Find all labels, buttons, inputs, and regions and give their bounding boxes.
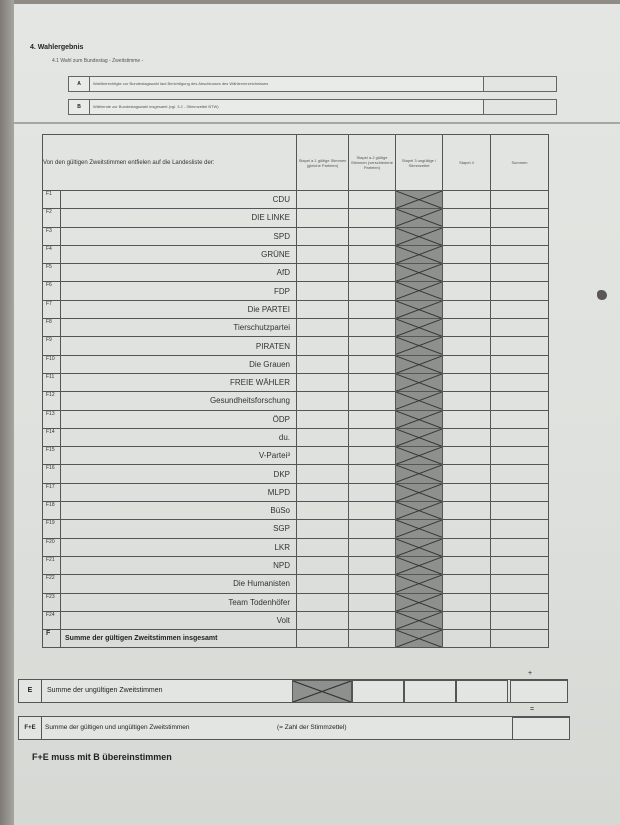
crossed-cell [396, 227, 443, 245]
cell-stapel-a2[interactable] [349, 264, 396, 282]
party-name: PIRATEN [61, 337, 297, 355]
crossed-cell [396, 392, 443, 410]
table-row [43, 245, 549, 263]
table-row [43, 538, 549, 556]
table-lead-header: Von den gültigen Zweitstimmen entfielen auf die Landesliste der: [43, 135, 297, 191]
cell-sum[interactable] [491, 556, 549, 574]
cell-stapel-4[interactable] [443, 337, 491, 355]
cell-stapel-a1[interactable] [297, 447, 349, 465]
party-code: F6 [43, 282, 61, 300]
cell-stapel-a1[interactable] [297, 428, 349, 446]
party-name: SGP [61, 520, 297, 538]
crossed-cell [396, 282, 443, 300]
cell-stapel-a2[interactable] [349, 520, 396, 538]
cell-stapel-a1[interactable] [297, 538, 349, 556]
party-code: F7 [43, 300, 61, 318]
cell-stapel-a2[interactable] [349, 319, 396, 337]
table-row [43, 502, 549, 520]
col-header-3: Stapel 3 ungültige / Stimmzettel [396, 135, 443, 191]
cell-stapel-a2[interactable] [349, 245, 396, 263]
line-b-value-box[interactable] [483, 99, 557, 115]
cell-stapel-a1[interactable] [297, 410, 349, 428]
crossed-cell [396, 575, 443, 593]
sum-row-f [43, 630, 549, 648]
cell-sum[interactable] [491, 502, 549, 520]
party-code: F4 [43, 245, 61, 263]
party-name: du. [61, 428, 297, 446]
cell-sum[interactable] [491, 611, 549, 629]
party-name: AfD [61, 264, 297, 282]
section-subtitle: 4.1 Wahl zum Bundestag - Zweitstimme - [52, 58, 144, 64]
sum-cell-total[interactable] [491, 630, 549, 648]
paper-speck [597, 290, 607, 300]
cell-stapel-a1[interactable] [297, 502, 349, 520]
crossed-cell [396, 373, 443, 391]
table-row [43, 355, 549, 373]
cell-stapel-a2[interactable] [349, 502, 396, 520]
cell-stapel-a1[interactable] [297, 245, 349, 263]
cell-stapel-4[interactable] [443, 502, 491, 520]
cell-stapel-4[interactable] [443, 191, 491, 209]
cell-sum[interactable] [491, 392, 549, 410]
cell-stapel-a1[interactable] [297, 191, 349, 209]
party-code: F16 [43, 465, 61, 483]
party-name: FREIE WÄHLER [61, 373, 297, 391]
party-code: F2 [43, 209, 61, 227]
cell-stapel-a2[interactable] [349, 373, 396, 391]
party-code: F21 [43, 556, 61, 574]
cell-stapel-4[interactable] [443, 465, 491, 483]
cell-stapel-4[interactable] [443, 611, 491, 629]
cell-stapel-a2[interactable] [349, 282, 396, 300]
desk-edge [0, 0, 14, 825]
party-code: F8 [43, 319, 61, 337]
cell-sum[interactable] [491, 538, 549, 556]
cell-stapel-a2[interactable] [349, 611, 396, 629]
crossed-cell [396, 428, 443, 446]
line-b-text: Wählende zur Bundestagswahl insgesamt (vgl. 3.2 - Stimmzettel BTW) [93, 104, 219, 109]
cell-stapel-a1[interactable] [297, 392, 349, 410]
row-e-sum-box[interactable] [510, 680, 568, 703]
party-name: BüSo [61, 502, 297, 520]
row-fe-code: F+E [19, 717, 42, 739]
party-code: F18 [43, 502, 61, 520]
party-code: F17 [43, 483, 61, 501]
line-a-value-box[interactable] [483, 76, 557, 92]
col-header-5: Summen [491, 135, 549, 191]
party-code: F24 [43, 611, 61, 629]
crossed-cell [396, 520, 443, 538]
party-code: F11 [43, 373, 61, 391]
row-e-cell-3[interactable] [404, 680, 456, 703]
cell-stapel-a1[interactable] [297, 300, 349, 318]
party-name: Die Grauen [61, 355, 297, 373]
cell-sum[interactable] [491, 373, 549, 391]
row-fe-label: Summe der gültigen und ungültigen Zweitstimmen [45, 724, 190, 731]
table-row [43, 282, 549, 300]
cell-stapel-4[interactable] [443, 447, 491, 465]
cell-stapel-4[interactable] [443, 538, 491, 556]
cell-stapel-a2[interactable] [349, 483, 396, 501]
row-e-label: Summe der ungültigen Zweitstimmen [47, 687, 163, 694]
cell-sum[interactable] [491, 520, 549, 538]
cell-stapel-a1[interactable] [297, 319, 349, 337]
cell-sum[interactable] [491, 337, 549, 355]
sum-row-code: F [43, 630, 61, 648]
cell-sum[interactable] [491, 191, 549, 209]
table-row [43, 520, 549, 538]
line-b-code: B [69, 100, 90, 114]
table-row [43, 191, 549, 209]
table-row [43, 209, 549, 227]
cell-stapel-a1[interactable] [297, 520, 349, 538]
crossed-cell [396, 191, 443, 209]
table-row [43, 337, 549, 355]
cell-stapel-a1[interactable] [297, 575, 349, 593]
table-row [43, 227, 549, 245]
section-title: 4. Wahlergebnis [30, 44, 84, 51]
row-e-crossed-cell [292, 680, 352, 703]
cell-stapel-a2[interactable] [349, 465, 396, 483]
party-code: F13 [43, 410, 61, 428]
cell-sum[interactable] [491, 428, 549, 446]
party-name: LKR [61, 538, 297, 556]
cell-sum[interactable] [491, 447, 549, 465]
cell-stapel-a1[interactable] [297, 282, 349, 300]
cell-stapel-4[interactable] [443, 392, 491, 410]
cell-stapel-4[interactable] [443, 245, 491, 263]
party-code: F20 [43, 538, 61, 556]
table-row [43, 447, 549, 465]
line-b [68, 99, 484, 115]
cell-stapel-a2[interactable] [349, 538, 396, 556]
cell-stapel-4[interactable] [443, 319, 491, 337]
party-name: DKP [61, 465, 297, 483]
party-name: V-Partei³ [61, 447, 297, 465]
cell-stapel-4[interactable] [443, 355, 491, 373]
cell-stapel-4[interactable] [443, 264, 491, 282]
table-row [43, 611, 549, 629]
crossed-cell [396, 245, 443, 263]
table-row [43, 428, 549, 446]
crossed-cell [396, 502, 443, 520]
footer-note: F+E muss mit B übereinstimmen [32, 752, 172, 762]
table-row [43, 264, 549, 282]
row-e-cell-4[interactable] [456, 680, 508, 703]
table-row [43, 556, 549, 574]
party-name: CDU [61, 191, 297, 209]
party-code: F15 [43, 447, 61, 465]
table-row [43, 410, 549, 428]
cell-sum[interactable] [491, 227, 549, 245]
cell-stapel-4[interactable] [443, 575, 491, 593]
cell-stapel-4[interactable] [443, 483, 491, 501]
col-header-1: Stapel a.1 gültige Stimmen (gleiche Parteien) [297, 135, 349, 191]
table-row [43, 483, 549, 501]
cell-stapel-a2[interactable] [349, 337, 396, 355]
results-table [42, 134, 549, 648]
cell-stapel-a1[interactable] [297, 264, 349, 282]
cell-sum[interactable] [491, 245, 549, 263]
cell-sum[interactable] [491, 300, 549, 318]
crossed-cell [396, 630, 443, 648]
crossed-cell [396, 319, 443, 337]
cell-sum[interactable] [491, 264, 549, 282]
party-code: F12 [43, 392, 61, 410]
line-a-code: A [69, 77, 90, 91]
sum-cell-a1[interactable] [297, 630, 349, 648]
cell-stapel-4[interactable] [443, 282, 491, 300]
row-e-code: E [19, 680, 42, 702]
crossed-cell [396, 355, 443, 373]
crossed-cell [396, 410, 443, 428]
party-code: F5 [43, 264, 61, 282]
table-row [43, 593, 549, 611]
party-name: Volt [61, 611, 297, 629]
party-name: Team Todenhöfer [61, 593, 297, 611]
cell-stapel-4[interactable] [443, 593, 491, 611]
col-header-4: Stapel 4 [443, 135, 491, 191]
cell-stapel-a2[interactable] [349, 410, 396, 428]
row-fe-sum-box[interactable] [512, 717, 570, 740]
equals-sign: = [530, 706, 535, 713]
party-name: Die PARTEI [61, 300, 297, 318]
party-code: F1 [43, 191, 61, 209]
cell-stapel-a2[interactable] [349, 300, 396, 318]
cell-stapel-a1[interactable] [297, 355, 349, 373]
party-name: DIE LINKE [61, 209, 297, 227]
cell-stapel-a1[interactable] [297, 465, 349, 483]
cell-sum[interactable] [491, 355, 549, 373]
cell-stapel-4[interactable] [443, 209, 491, 227]
line-a-text: Wahlberechtigte zur Bundestagswahl laut Berichtigung des Abschlusses des Wählerverzeichnisses [93, 81, 269, 86]
cell-sum[interactable] [491, 593, 549, 611]
cell-sum[interactable] [491, 209, 549, 227]
party-name: Tierschutzpartei [61, 319, 297, 337]
sum-cell-a2[interactable] [349, 630, 396, 648]
table-row [43, 575, 549, 593]
row-fe [18, 716, 570, 740]
crossed-cell [396, 300, 443, 318]
row-e-cell-2[interactable] [352, 680, 404, 703]
cell-sum[interactable] [491, 483, 549, 501]
cell-sum[interactable] [491, 465, 549, 483]
cell-stapel-a1[interactable] [297, 483, 349, 501]
cell-sum[interactable] [491, 319, 549, 337]
cell-sum[interactable] [491, 575, 549, 593]
cell-stapel-a2[interactable] [349, 428, 396, 446]
cell-stapel-a1[interactable] [297, 611, 349, 629]
table-row [43, 465, 549, 483]
crossed-cell [396, 465, 443, 483]
table-row [43, 300, 549, 318]
separator [14, 122, 620, 124]
cell-stapel-a2[interactable] [349, 593, 396, 611]
col-header-2: Stapel a.2 gültige Stimmen (verschiedene Parteien) [349, 135, 396, 191]
crossed-cell [396, 447, 443, 465]
party-name: Gesundheitsforschung [61, 392, 297, 410]
cell-stapel-4[interactable] [443, 227, 491, 245]
party-name: MLPD [61, 483, 297, 501]
crossed-cell [396, 209, 443, 227]
cell-stapel-a2[interactable] [349, 392, 396, 410]
table-row [43, 392, 549, 410]
party-name: ÖDP [61, 410, 297, 428]
party-code: F19 [43, 520, 61, 538]
cell-stapel-a1[interactable] [297, 556, 349, 574]
crossed-cell [396, 337, 443, 355]
cell-stapel-a1[interactable] [297, 209, 349, 227]
cell-stapel-a2[interactable] [349, 556, 396, 574]
party-code: F14 [43, 428, 61, 446]
party-code: F9 [43, 337, 61, 355]
crossed-cell [396, 556, 443, 574]
cell-stapel-a2[interactable] [349, 575, 396, 593]
crossed-cell [396, 483, 443, 501]
crossed-cell [396, 264, 443, 282]
sum-row-label: Summe der gültigen Zweitstimmen insgesamt [61, 630, 297, 648]
plus-sign: + [528, 670, 533, 677]
party-code: F22 [43, 575, 61, 593]
party-name: SPD [61, 227, 297, 245]
party-code: F3 [43, 227, 61, 245]
cell-sum[interactable] [491, 282, 549, 300]
crossed-cell [396, 611, 443, 629]
party-code: F23 [43, 593, 61, 611]
crossed-cell [396, 538, 443, 556]
cell-stapel-a2[interactable] [349, 209, 396, 227]
cell-stapel-4[interactable] [443, 520, 491, 538]
cell-stapel-4[interactable] [443, 556, 491, 574]
line-a [68, 76, 484, 92]
cell-stapel-a2[interactable] [349, 447, 396, 465]
table-row [43, 319, 549, 337]
row-e [18, 679, 568, 703]
cell-stapel-a1[interactable] [297, 227, 349, 245]
cell-stapel-a2[interactable] [349, 227, 396, 245]
cell-stapel-a1[interactable] [297, 337, 349, 355]
row-fe-note: (= Zahl der Stimmzettel) [277, 724, 347, 731]
cell-stapel-a1[interactable] [297, 373, 349, 391]
cell-stapel-a2[interactable] [349, 355, 396, 373]
cell-stapel-4[interactable] [443, 428, 491, 446]
cell-sum[interactable] [491, 410, 549, 428]
party-name: Die Humanisten [61, 575, 297, 593]
cell-stapel-4[interactable] [443, 300, 491, 318]
party-code: F10 [43, 355, 61, 373]
sum-cell-4[interactable] [443, 630, 491, 648]
cell-stapel-a2[interactable] [349, 191, 396, 209]
table-row [43, 373, 549, 391]
party-name: NPD [61, 556, 297, 574]
cell-stapel-4[interactable] [443, 373, 491, 391]
party-name: GRÜNE [61, 245, 297, 263]
cell-stapel-a1[interactable] [297, 593, 349, 611]
party-name: FDP [61, 282, 297, 300]
crossed-cell [396, 593, 443, 611]
cell-stapel-4[interactable] [443, 410, 491, 428]
